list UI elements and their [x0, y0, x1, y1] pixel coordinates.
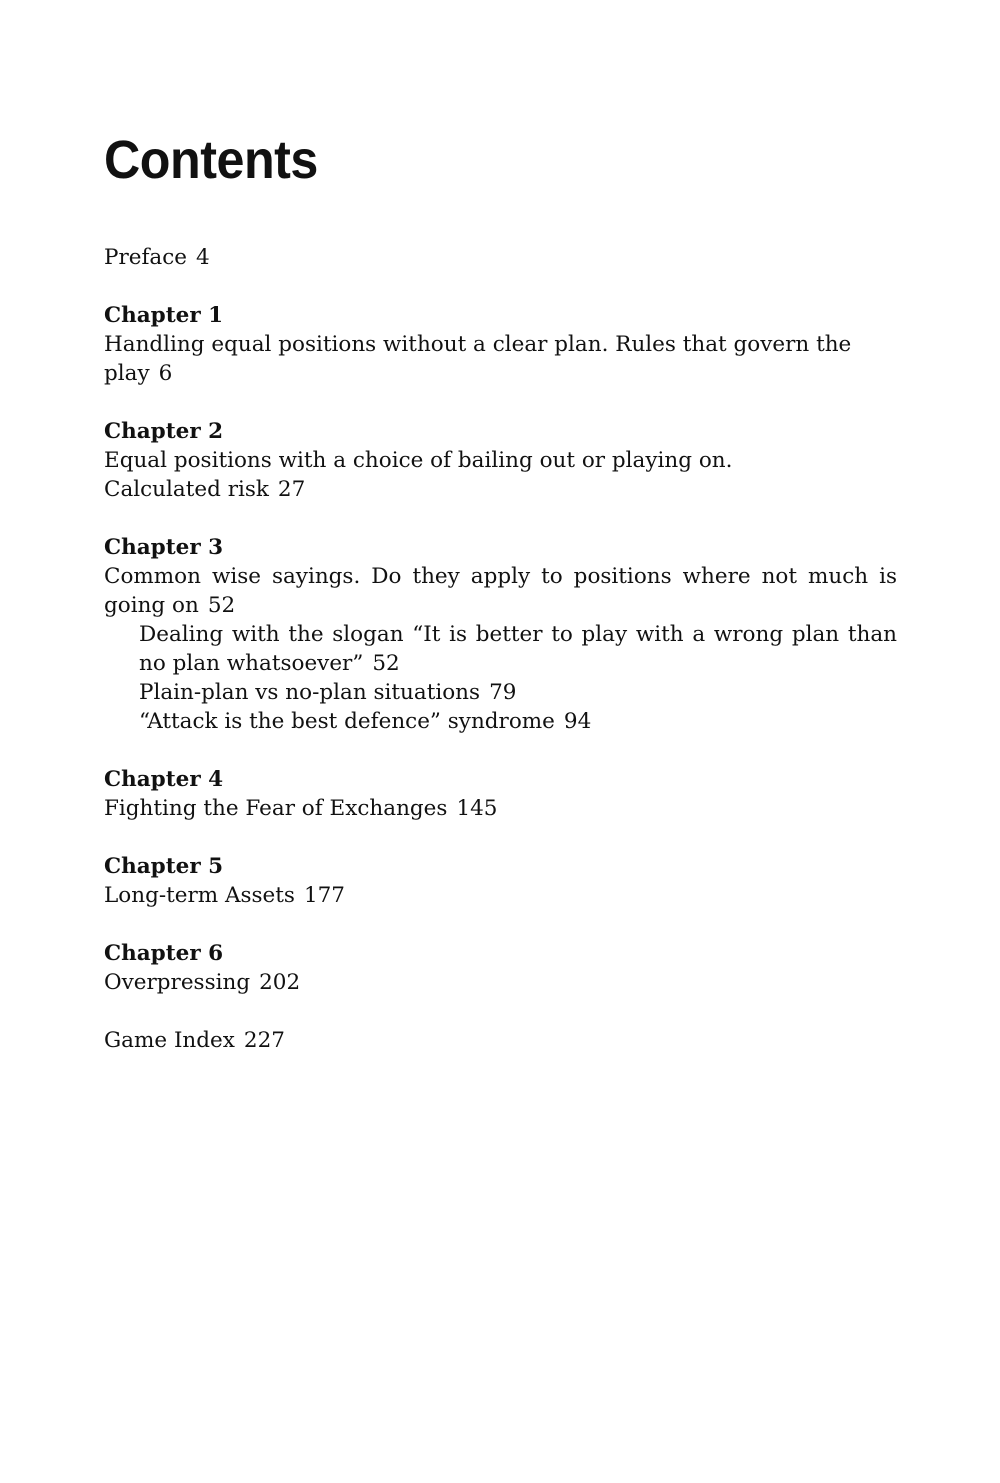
chapter-title — [104, 794, 897, 823]
toc-entry-chapter-1[interactable] — [104, 301, 897, 388]
contents-page — [104, 128, 897, 1084]
chapter-heading: Chapter 6 — [104, 941, 224, 966]
toc-page-number: 177 — [303, 883, 345, 908]
chapter-title-text: Long-term Assets — [104, 883, 295, 908]
toc-entry-chapter-2[interactable] — [104, 417, 897, 504]
toc-entry-chapter-5[interactable] — [104, 852, 897, 910]
chapter-heading: Chapter 2 — [104, 419, 224, 444]
table-of-contents — [104, 243, 897, 1055]
chapter-title-line-2 — [104, 475, 897, 504]
toc-page-number: 79 — [489, 680, 517, 705]
toc-page-number: 6 — [158, 361, 173, 386]
chapter-title-text: Calculated risk — [104, 477, 269, 502]
chapter-heading: Chapter 1 — [104, 303, 224, 328]
toc-entry-label: Game Index — [104, 1028, 235, 1053]
toc-entry-label: Preface — [104, 245, 188, 270]
subsection-title: “Attack is the best defence” syndrome — [139, 709, 555, 734]
chapter-heading: Chapter 5 — [104, 854, 224, 879]
toc-entry-chapter-3[interactable] — [104, 533, 897, 736]
subsection-title: Dealing with the slogan “It is better to play with a wrong plan than no plan whatsoever” — [139, 622, 897, 676]
toc-page-number: 27 — [277, 477, 306, 502]
toc-entry-chapter-4[interactable] — [104, 765, 897, 823]
toc-entry-game-index[interactable] — [104, 1026, 897, 1055]
toc-page-number: 227 — [243, 1028, 285, 1053]
toc-page-number: 202 — [259, 970, 301, 995]
chapter-title-line-1: Equal positions with a choice of bailing out or playing on. — [104, 448, 733, 473]
chapter-title — [104, 562, 897, 620]
chapter-title — [104, 881, 897, 910]
chapter-title-text: Overpressing — [104, 970, 251, 995]
subsection-title: Plain-plan vs no-plan situations — [139, 680, 481, 705]
toc-page-number: 52 — [207, 593, 236, 618]
chapter-title-text: Common wise sayings. Do they apply to positions where not much is going on — [104, 564, 897, 618]
toc-page-number: 145 — [456, 796, 498, 821]
chapter-heading: Chapter 3 — [104, 535, 224, 560]
toc-entry-chapter-6[interactable] — [104, 939, 897, 997]
toc-page-number: 94 — [563, 709, 592, 734]
toc-subsection-1[interactable] — [104, 620, 897, 678]
chapter-title-text: Fighting the Fear of Exchanges — [104, 796, 448, 821]
chapter-title-text: Handling equal positions without a clear plan. Rules that govern the play — [104, 332, 852, 386]
toc-subsection-3[interactable] — [104, 707, 897, 736]
toc-page-number: 52 — [372, 651, 400, 676]
chapter-title — [104, 968, 897, 997]
page-title: Contents — [104, 130, 318, 190]
toc-subsection-2[interactable] — [104, 678, 897, 707]
toc-page-number: 4 — [196, 245, 210, 270]
toc-entry-preface[interactable] — [104, 243, 897, 272]
chapter-title — [104, 330, 897, 388]
chapter-heading: Chapter 4 — [104, 767, 224, 792]
